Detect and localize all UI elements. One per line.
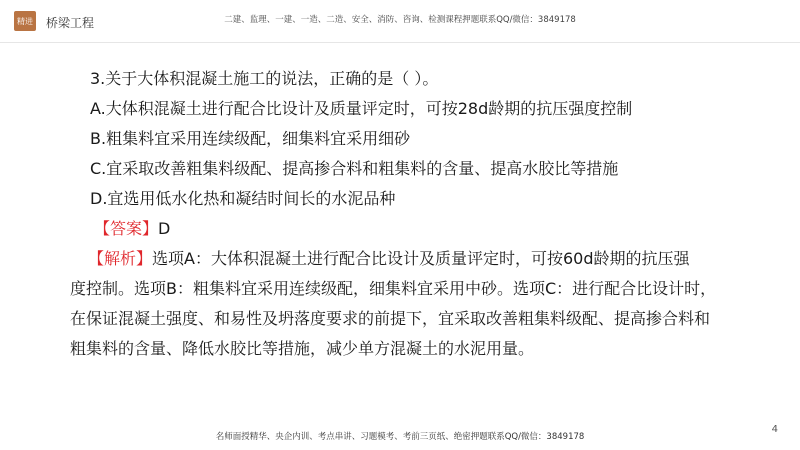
answer-value: D bbox=[158, 219, 171, 238]
top-notice: 二建、监理、一建、一造、二造、安全、消防、咨询、检测课程押题联系QQ/微信：3849178 bbox=[224, 15, 576, 25]
option-d: D.宜选用低水化热和凝结时间长的水泥品种 bbox=[90, 189, 396, 208]
answer-line bbox=[90, 214, 780, 244]
course-title: 桥梁工程 bbox=[46, 16, 95, 30]
explanation-line-4: 粗集料的含量、降低水胶比等措施，减少单方混凝土的水泥用量。 bbox=[70, 339, 535, 358]
question-block bbox=[90, 64, 780, 244]
page-number: 4 bbox=[771, 424, 778, 435]
explanation-block bbox=[70, 244, 770, 364]
question-stem: 3.关于大体积混凝土施工的说法，正确的是（ ）。 bbox=[90, 69, 439, 88]
option-a: A.大体积混凝土进行配合比设计及质量评定时，可按28d龄期的抗压强度控制 bbox=[90, 99, 633, 118]
slide-header bbox=[0, 0, 800, 42]
answer-label: 【答案】 bbox=[94, 219, 159, 238]
header-divider bbox=[0, 42, 800, 43]
option-c: C.宜采取改善粗集料级配、提高掺合料和粗集料的含量、提高水胶比等措施 bbox=[90, 159, 619, 178]
explanation-label: 【解析】 bbox=[88, 249, 153, 268]
explanation-line-1 bbox=[70, 244, 770, 274]
logo-text: 精进 bbox=[17, 16, 33, 26]
explanation-line-3: 在保证混凝土强度、和易性及坍落度要求的前提下，宜采取改善粗集料级配、提高掺合料和 bbox=[70, 309, 711, 328]
explanation-line-2: 度控制。选项B：粗集料宜采用连续级配，细集料宜采用中砂。选项C：进行配合比设计时， bbox=[70, 279, 717, 298]
option-b: B.粗集料宜采用连续级配，细集料宜采用细砂 bbox=[90, 129, 411, 148]
explanation-text-1: 选项A：大体积混凝土进行配合比设计及质量评定时，可按60d龄期的抗压强 bbox=[152, 249, 690, 268]
bottom-notice: 名师面授精华、央企内训、考点串讲、习题模考、考前三页纸、绝密押题联系QQ/微信：3849178 bbox=[215, 432, 585, 442]
